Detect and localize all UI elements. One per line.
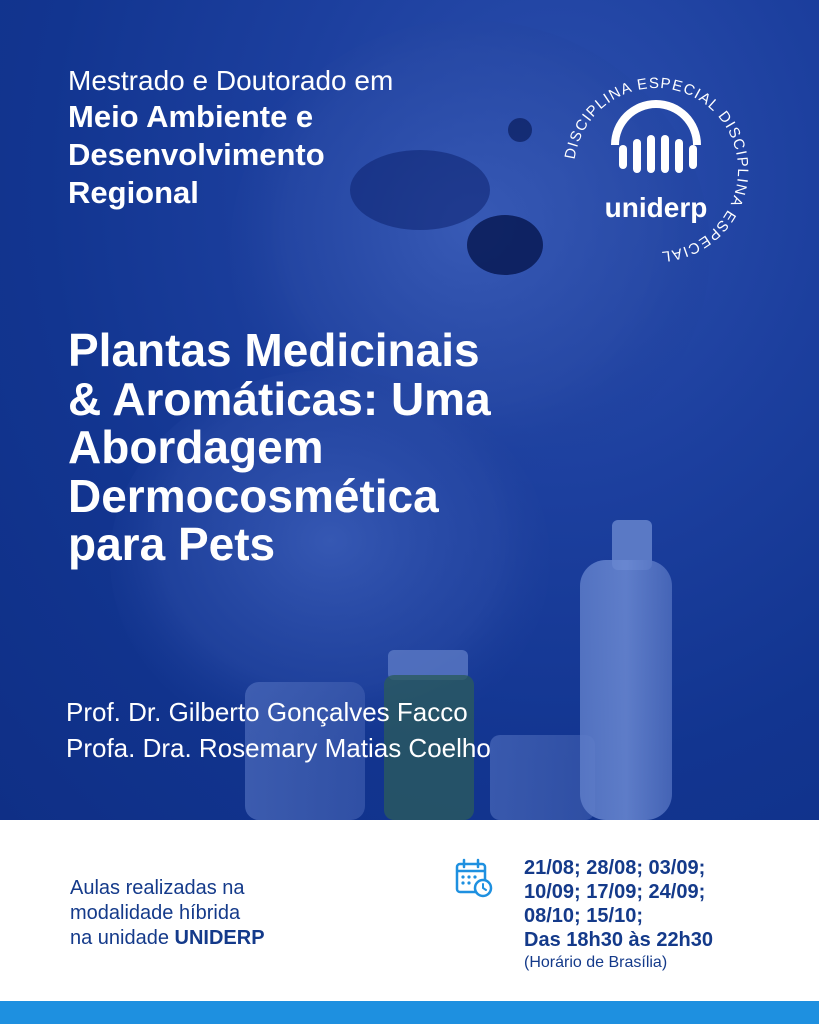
schedule-info <box>524 856 804 974</box>
modality-line: modalidade híbrida <box>70 902 241 924</box>
modality-info <box>70 876 370 951</box>
professor-name: Prof. Dr. Gilberto Gonçalves Facco <box>66 697 468 727</box>
class-time: Das 18h30 às 22h30 <box>524 929 714 951</box>
uniderp-seal <box>553 67 759 273</box>
date-line: 21/08; 28/08; 03/09; <box>524 857 706 879</box>
program-line: Meio Ambiente e <box>68 99 314 134</box>
program-name <box>68 98 448 212</box>
date-line: 10/09; 17/09; 24/09; <box>524 881 706 903</box>
title-line: Dermocosmética <box>68 469 439 522</box>
modality-line <box>70 926 370 951</box>
title-line: Plantas Medicinais <box>68 324 480 376</box>
program-line: Regional <box>68 175 199 210</box>
timezone-note: (Horário de Brasília) <box>524 954 668 971</box>
course-title <box>68 326 648 569</box>
uniderp-logo-icon <box>611 100 701 173</box>
seal-logo-text: uniderp <box>604 192 708 223</box>
program-line: Desenvolvimento <box>68 137 325 172</box>
title-line: & Aromáticas: Uma <box>68 372 491 425</box>
calendar-clock-icon <box>454 858 494 898</box>
info-footer <box>0 820 819 1001</box>
program-heading <box>68 64 448 212</box>
title-line: para Pets <box>68 518 276 570</box>
professors-list <box>66 694 491 766</box>
modality-unit: UNIDERP <box>174 927 265 949</box>
program-prefix: Mestrado e Doutorado em <box>68 65 394 96</box>
bottom-accent-bar <box>0 1001 819 1024</box>
title-line: Abordagem <box>68 421 324 473</box>
professor-name: Profa. Dra. Rosemary Matias Coelho <box>66 733 491 763</box>
modality-text: na unidade <box>70 927 175 949</box>
date-line: 08/10; 15/10; <box>524 905 643 927</box>
modality-line: Aulas realizadas na <box>70 877 245 899</box>
seal-ring-text: DISCIPLINA ESPECIAL DISCIPLINA ESPECIAL <box>561 74 752 265</box>
